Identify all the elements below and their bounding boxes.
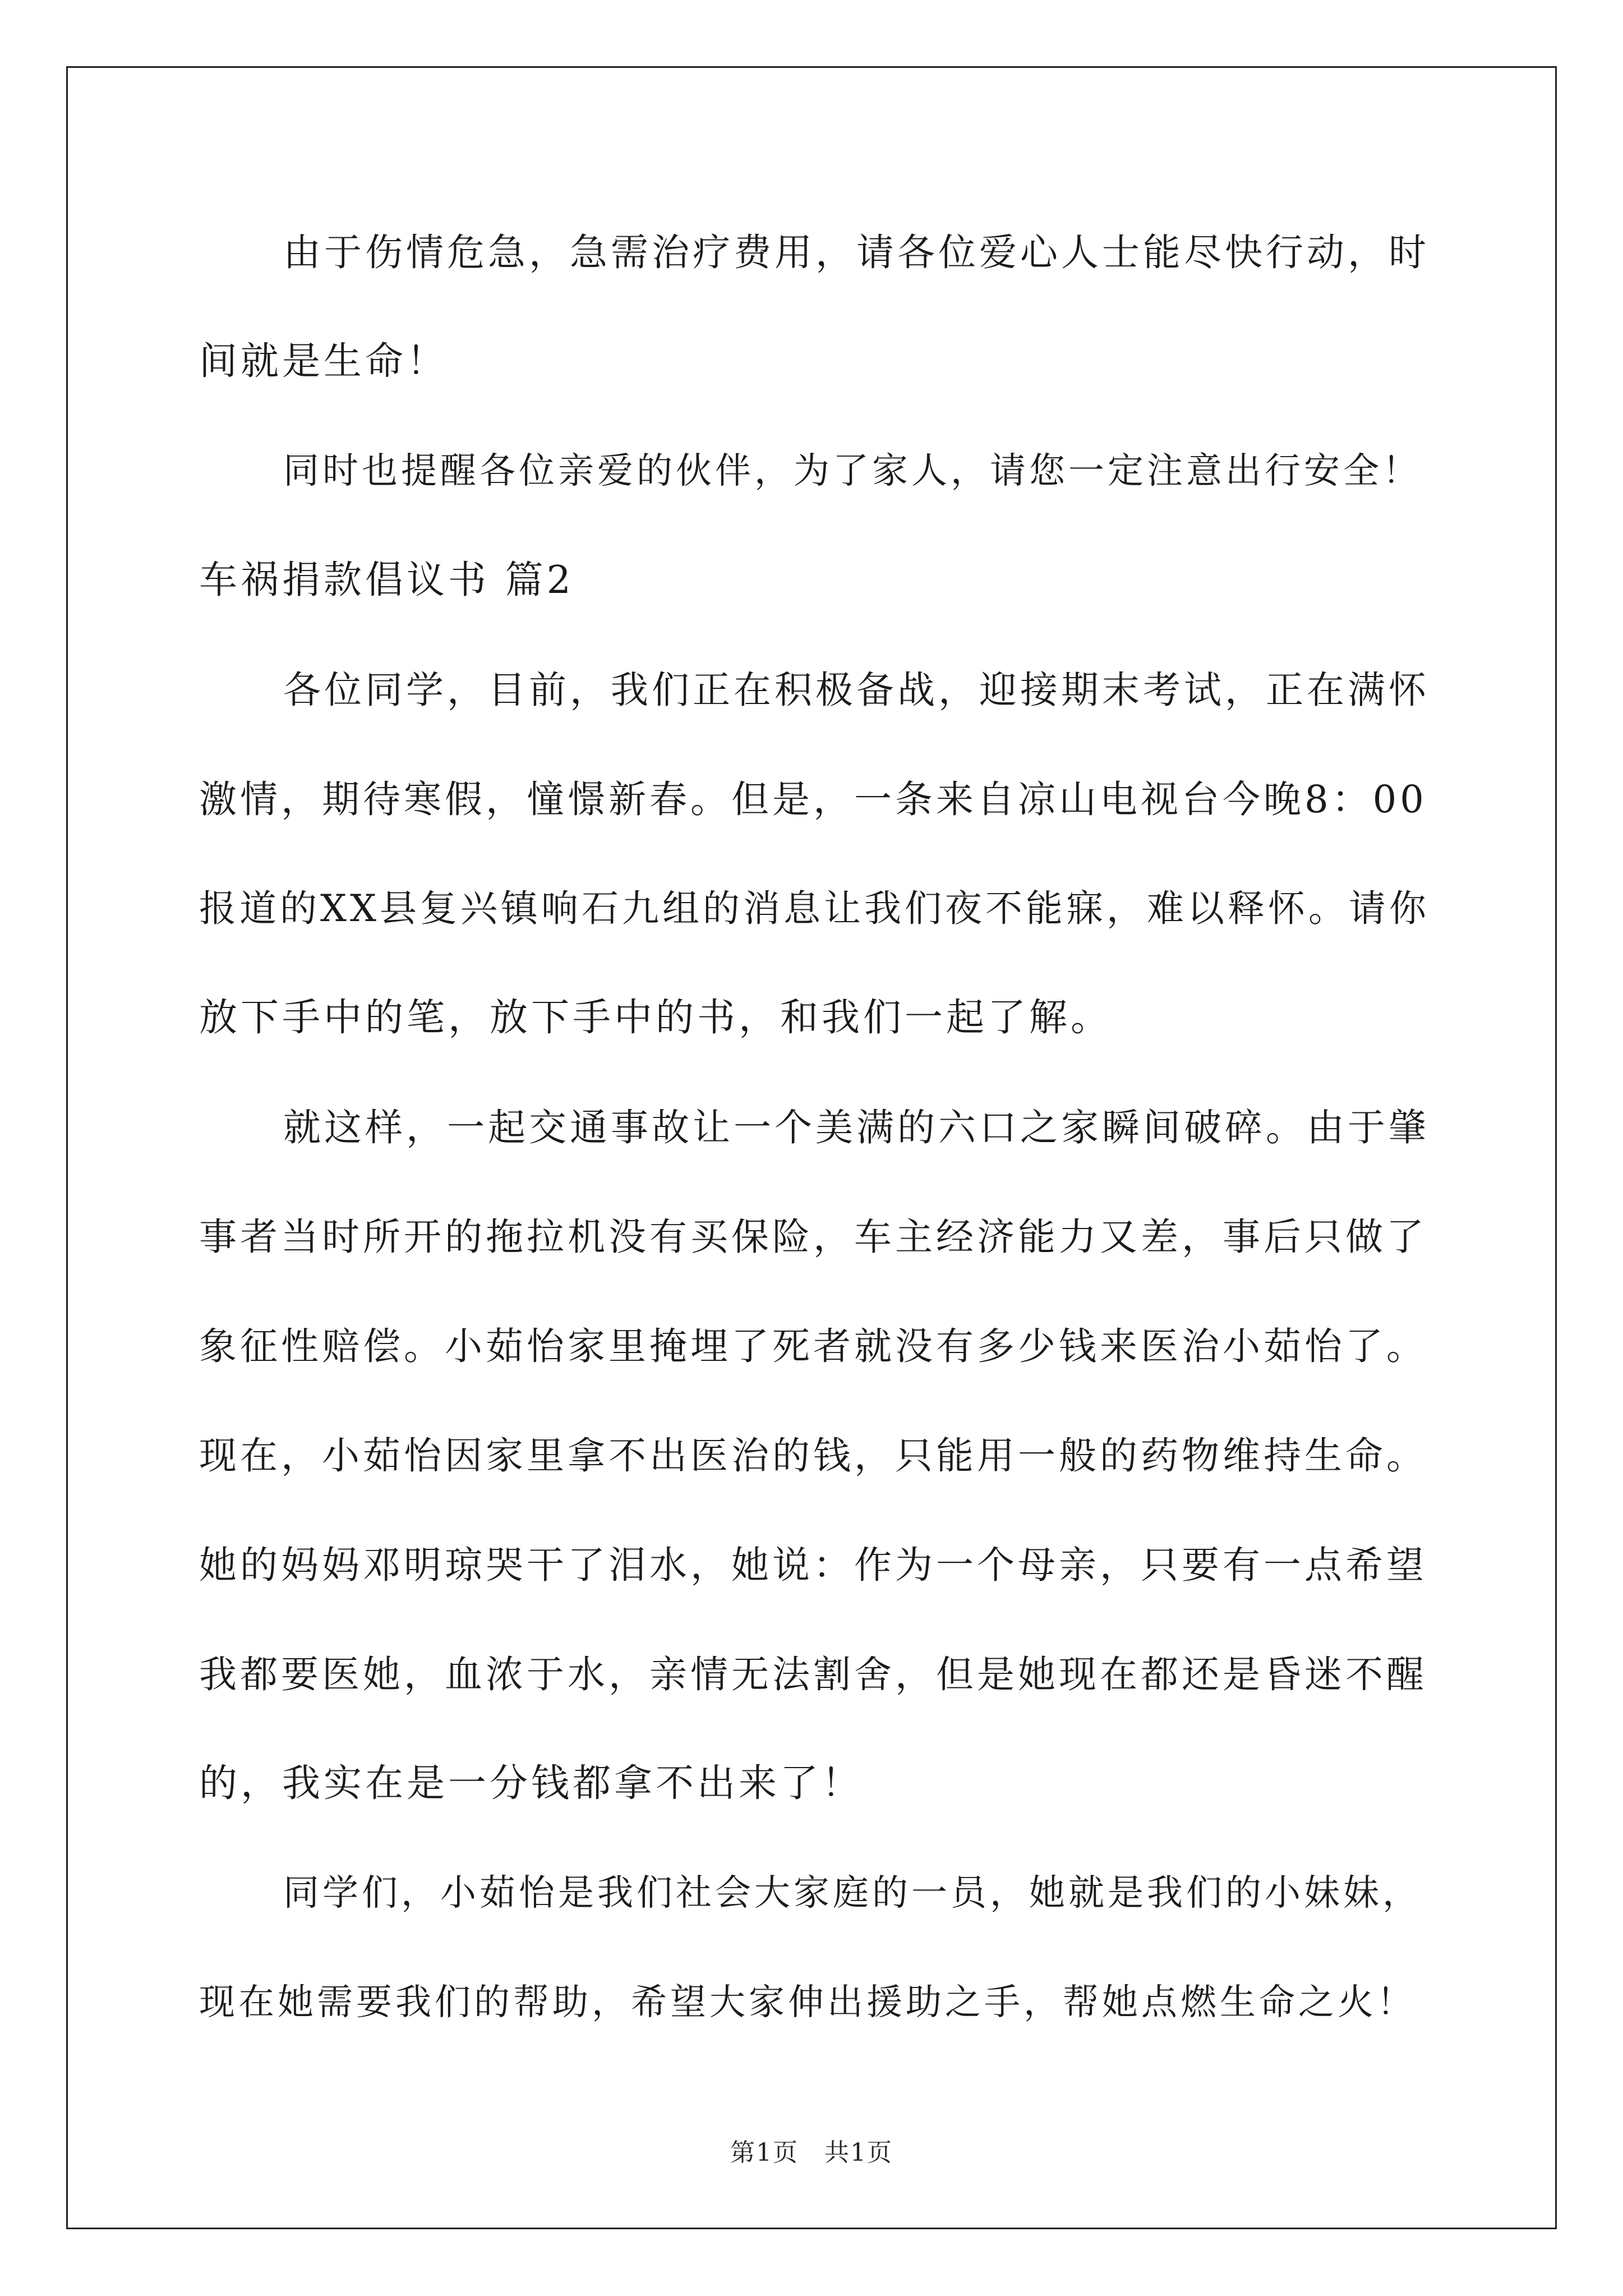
page-number-footer: 第1页 共1页: [730, 2138, 893, 2167]
paragraph-line: 象征性赔偿。小茹怡家里掩埋了死者就没有多少钱来医治小茹怡了。: [199, 1324, 1427, 1368]
paragraph-line: 激情，期待寒假，憧憬新春。但是，一条来自凉山电视台今晚8：00: [199, 777, 1427, 821]
paragraph-line: 现在她需要我们的帮助，希望大家伸出援助之手，帮她点燃生命之火！: [199, 1982, 1416, 2023]
paragraph-line: 由于伤情危急，急需治疗费用，请各位爱心人士能尽快行动，时: [283, 231, 1430, 274]
paragraph-line: 间就是生命！: [199, 339, 449, 384]
paragraph-line: 我都要医她，血浓于水，亲情无法割舍，但是她现在都还是昏迷不醒: [199, 1653, 1427, 1696]
paragraph-line: 放下手中的笔，放下手中的书，和我们一起了解。: [199, 996, 1113, 1040]
paragraph-line: 现在，小茹怡因家里拿不出医治的钱，只能用一般的药物维持生命。: [199, 1434, 1427, 1478]
paragraph-line: 事者当时所开的拖拉机没有买保险，车主经济能力又差，事后只做了: [199, 1215, 1427, 1259]
section-heading: 车祸捐款倡议书 篇2: [199, 558, 574, 602]
paragraph-line: 她的妈妈邓明琼哭干了泪水，她说：作为一个母亲，只要有一点希望: [199, 1543, 1427, 1587]
paragraph-line: 就这样，一起交通事故让一个美满的六口之家瞬间破碎。由于肇: [283, 1106, 1430, 1149]
paragraph-line: 同时也提醒各位亲爱的伙伴，为了家人，请您一定注意出行安全！: [283, 450, 1422, 492]
paragraph-line: 同学们，小茹怡是我们社会大家庭的一员，她就是我们的小妹妹，: [283, 1872, 1422, 1914]
paragraph-line: 的，我实在是一分钱都拿不出来了！: [199, 1761, 864, 1806]
paragraph-line: 各位同学，目前，我们正在积极备战，迎接期末考试，正在满怀: [283, 668, 1430, 712]
paragraph-line: 报道的XX县复兴镇响石九组的消息让我们夜不能寐，难以释怀。请你: [199, 887, 1430, 930]
